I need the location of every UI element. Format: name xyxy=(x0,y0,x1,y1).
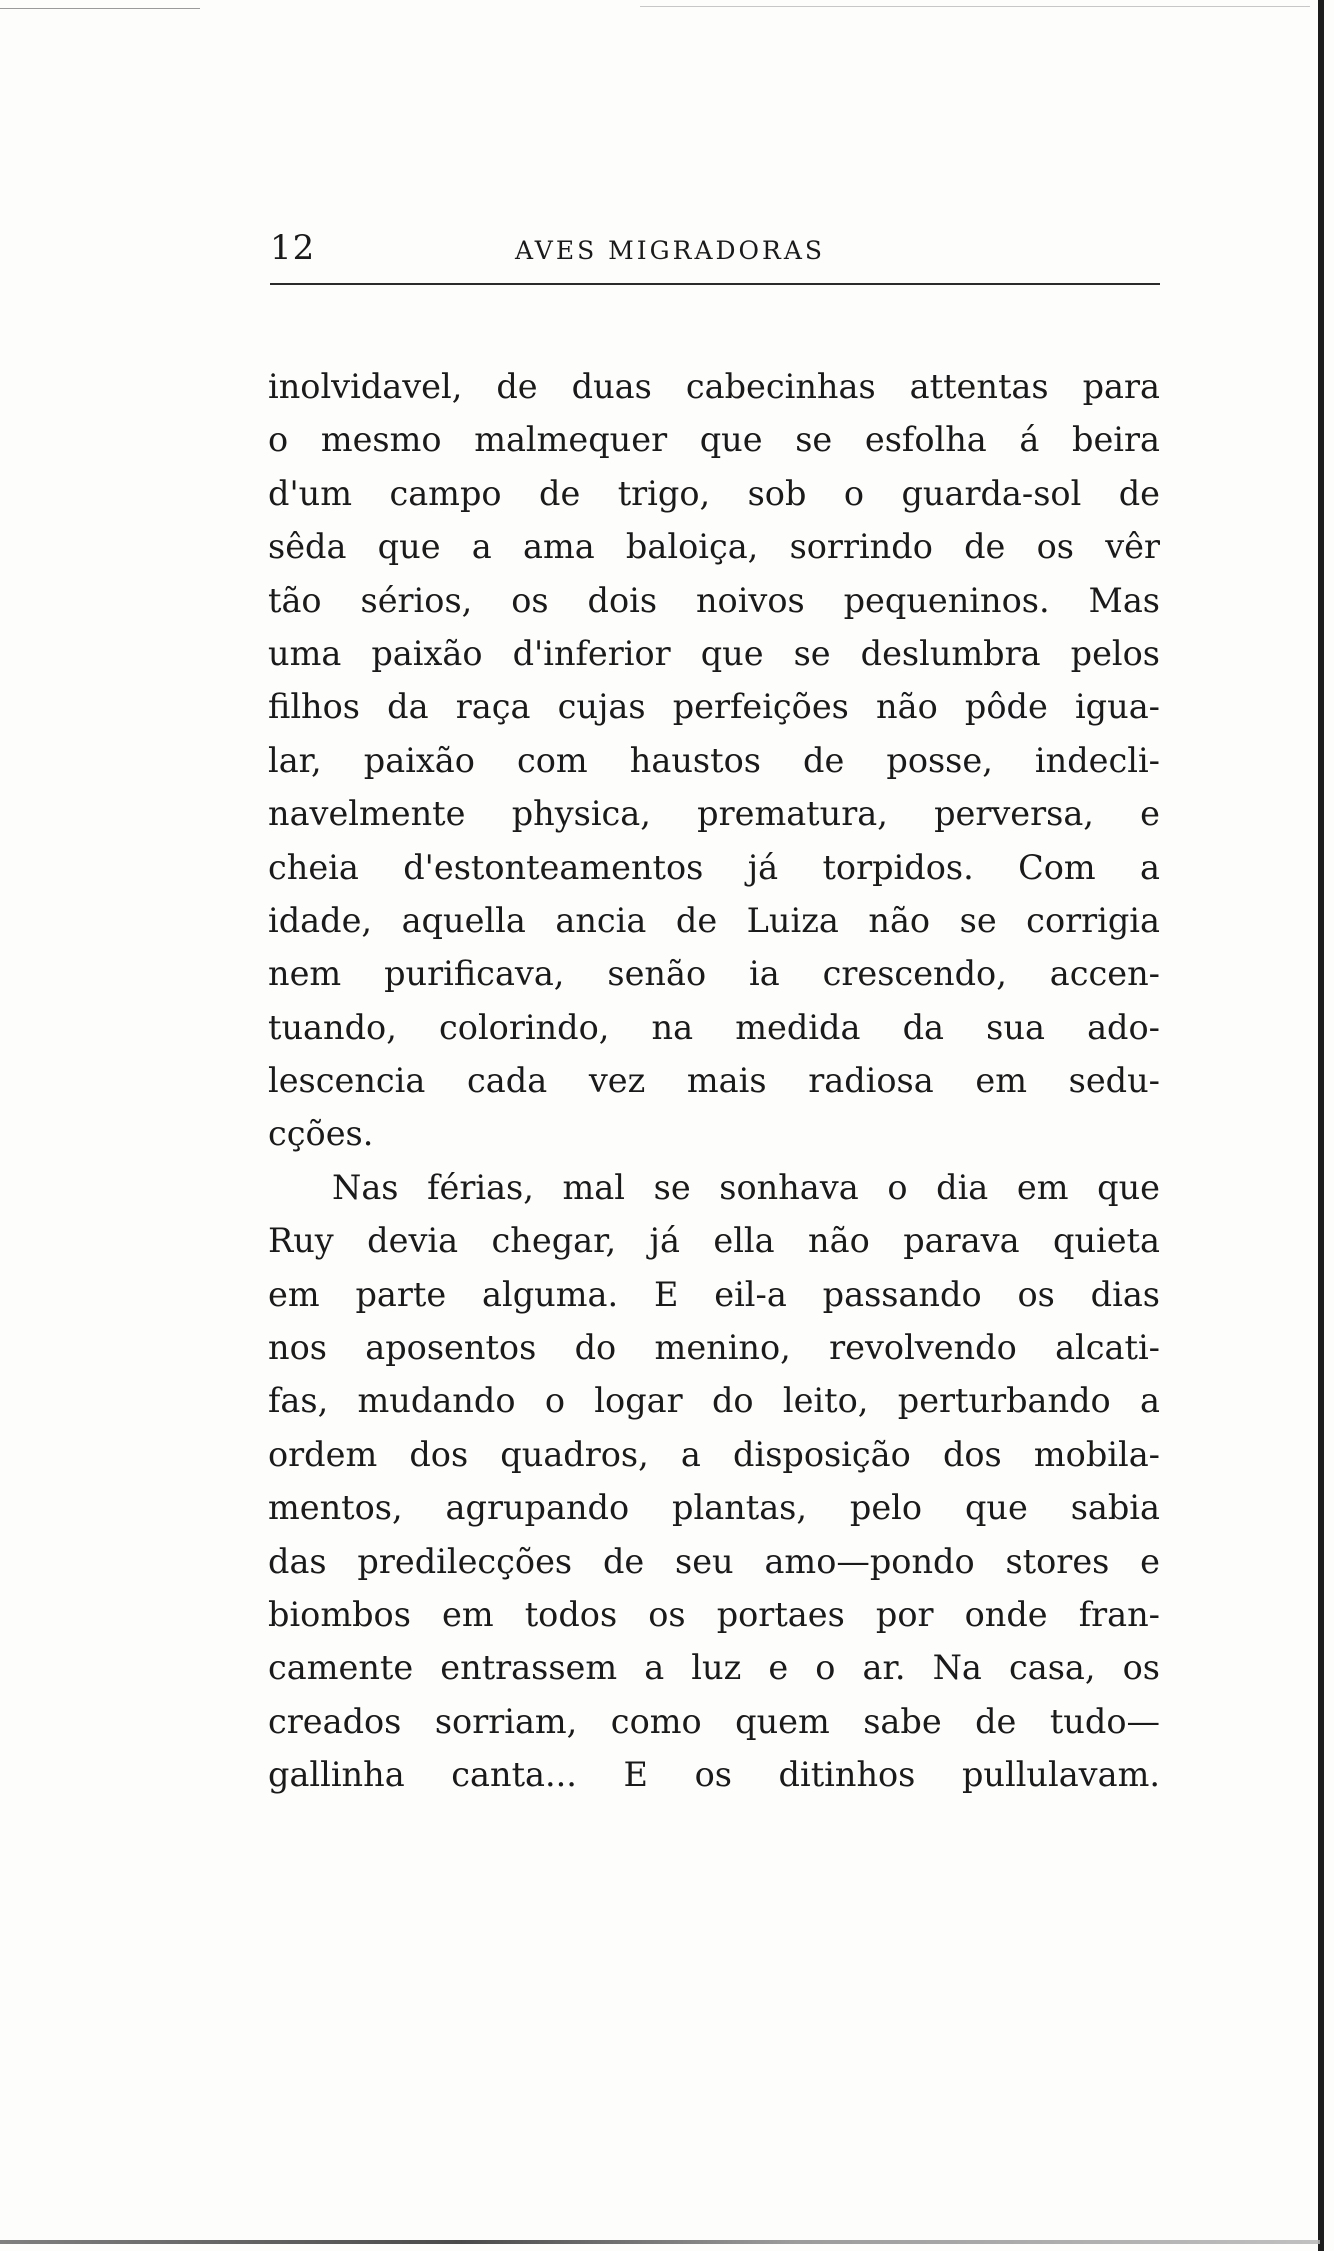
text-line: nos aposentos do menino, revolvendo alcati- xyxy=(268,1328,1160,1368)
text-line: lescencia cada vez mais radiosa em sedu- xyxy=(268,1061,1160,1101)
text-line: das predilecções de seu amo—pondo stores e xyxy=(268,1541,1160,1581)
paragraph-start-line: Nas férias, mal se sonhava o dia em que xyxy=(332,1167,1160,1207)
text-line: d'um campo de trigo, sob o guarda-sol de xyxy=(268,473,1160,513)
running-title: AVES MIGRADORAS xyxy=(515,236,826,265)
text-line: lar, paixão com haustos de posse, indecli- xyxy=(268,740,1160,780)
header-rule xyxy=(270,283,1160,285)
top-edge-mark-right xyxy=(640,6,1310,7)
text-line: gallinha canta... E os ditinhos pullulavam. xyxy=(268,1755,1160,1795)
page-bottom-edge xyxy=(0,2240,1320,2244)
text-line: fas, mudando o logar do leito, perturbando a xyxy=(268,1381,1160,1421)
text-line: em parte alguma. E eil-a passando os dias xyxy=(268,1274,1160,1314)
text-line: idade, aquella ancia de Luiza não se corrigia xyxy=(268,900,1160,940)
text-line: tão sérios, os dois noivos pequeninos. Mas xyxy=(268,580,1160,620)
text-line: inolvidavel, de duas cabecinhas attentas para xyxy=(268,367,1160,406)
text-line: nem purificava, senão ia crescendo, accen- xyxy=(268,954,1160,994)
text-line: creados sorriam, como quem sabe de tudo— xyxy=(268,1701,1160,1741)
text-line: uma paixão d'inferior que se deslumbra pelos xyxy=(268,633,1160,673)
page-number: 12 xyxy=(270,228,316,268)
top-edge-mark xyxy=(0,8,200,9)
text-line: sêda que a ama baloiça, sorrindo de os vêr xyxy=(268,527,1160,567)
text-line: camente entrassem a luz e o ar. Na casa, os xyxy=(268,1648,1160,1688)
text-line: filhos da raça cujas perfeições não pôde igua- xyxy=(268,687,1160,727)
text-line: biombos em todos os portaes por onde fran- xyxy=(268,1594,1160,1634)
body-text xyxy=(268,360,1160,1802)
paragraph-end-line: cções. xyxy=(268,1114,374,1154)
text-line: navelmente physica, prematura, perversa, e xyxy=(268,794,1160,834)
page-binding-edge xyxy=(1318,0,1324,2251)
text-line: ordem dos quadros, a disposição dos mobila- xyxy=(268,1434,1160,1474)
text-line: Ruy devia chegar, já ella não parava quieta xyxy=(268,1221,1160,1261)
text-line: tuando, colorindo, na medida da sua ado- xyxy=(268,1007,1160,1047)
text-line: o mesmo malmequer que se esfolha á beira xyxy=(268,420,1160,460)
running-header xyxy=(270,228,1170,278)
text-line: mentos, agrupando plantas, pelo que sabia xyxy=(268,1488,1160,1528)
text-line: cheia d'estonteamentos já torpidos. Com a xyxy=(268,847,1160,887)
